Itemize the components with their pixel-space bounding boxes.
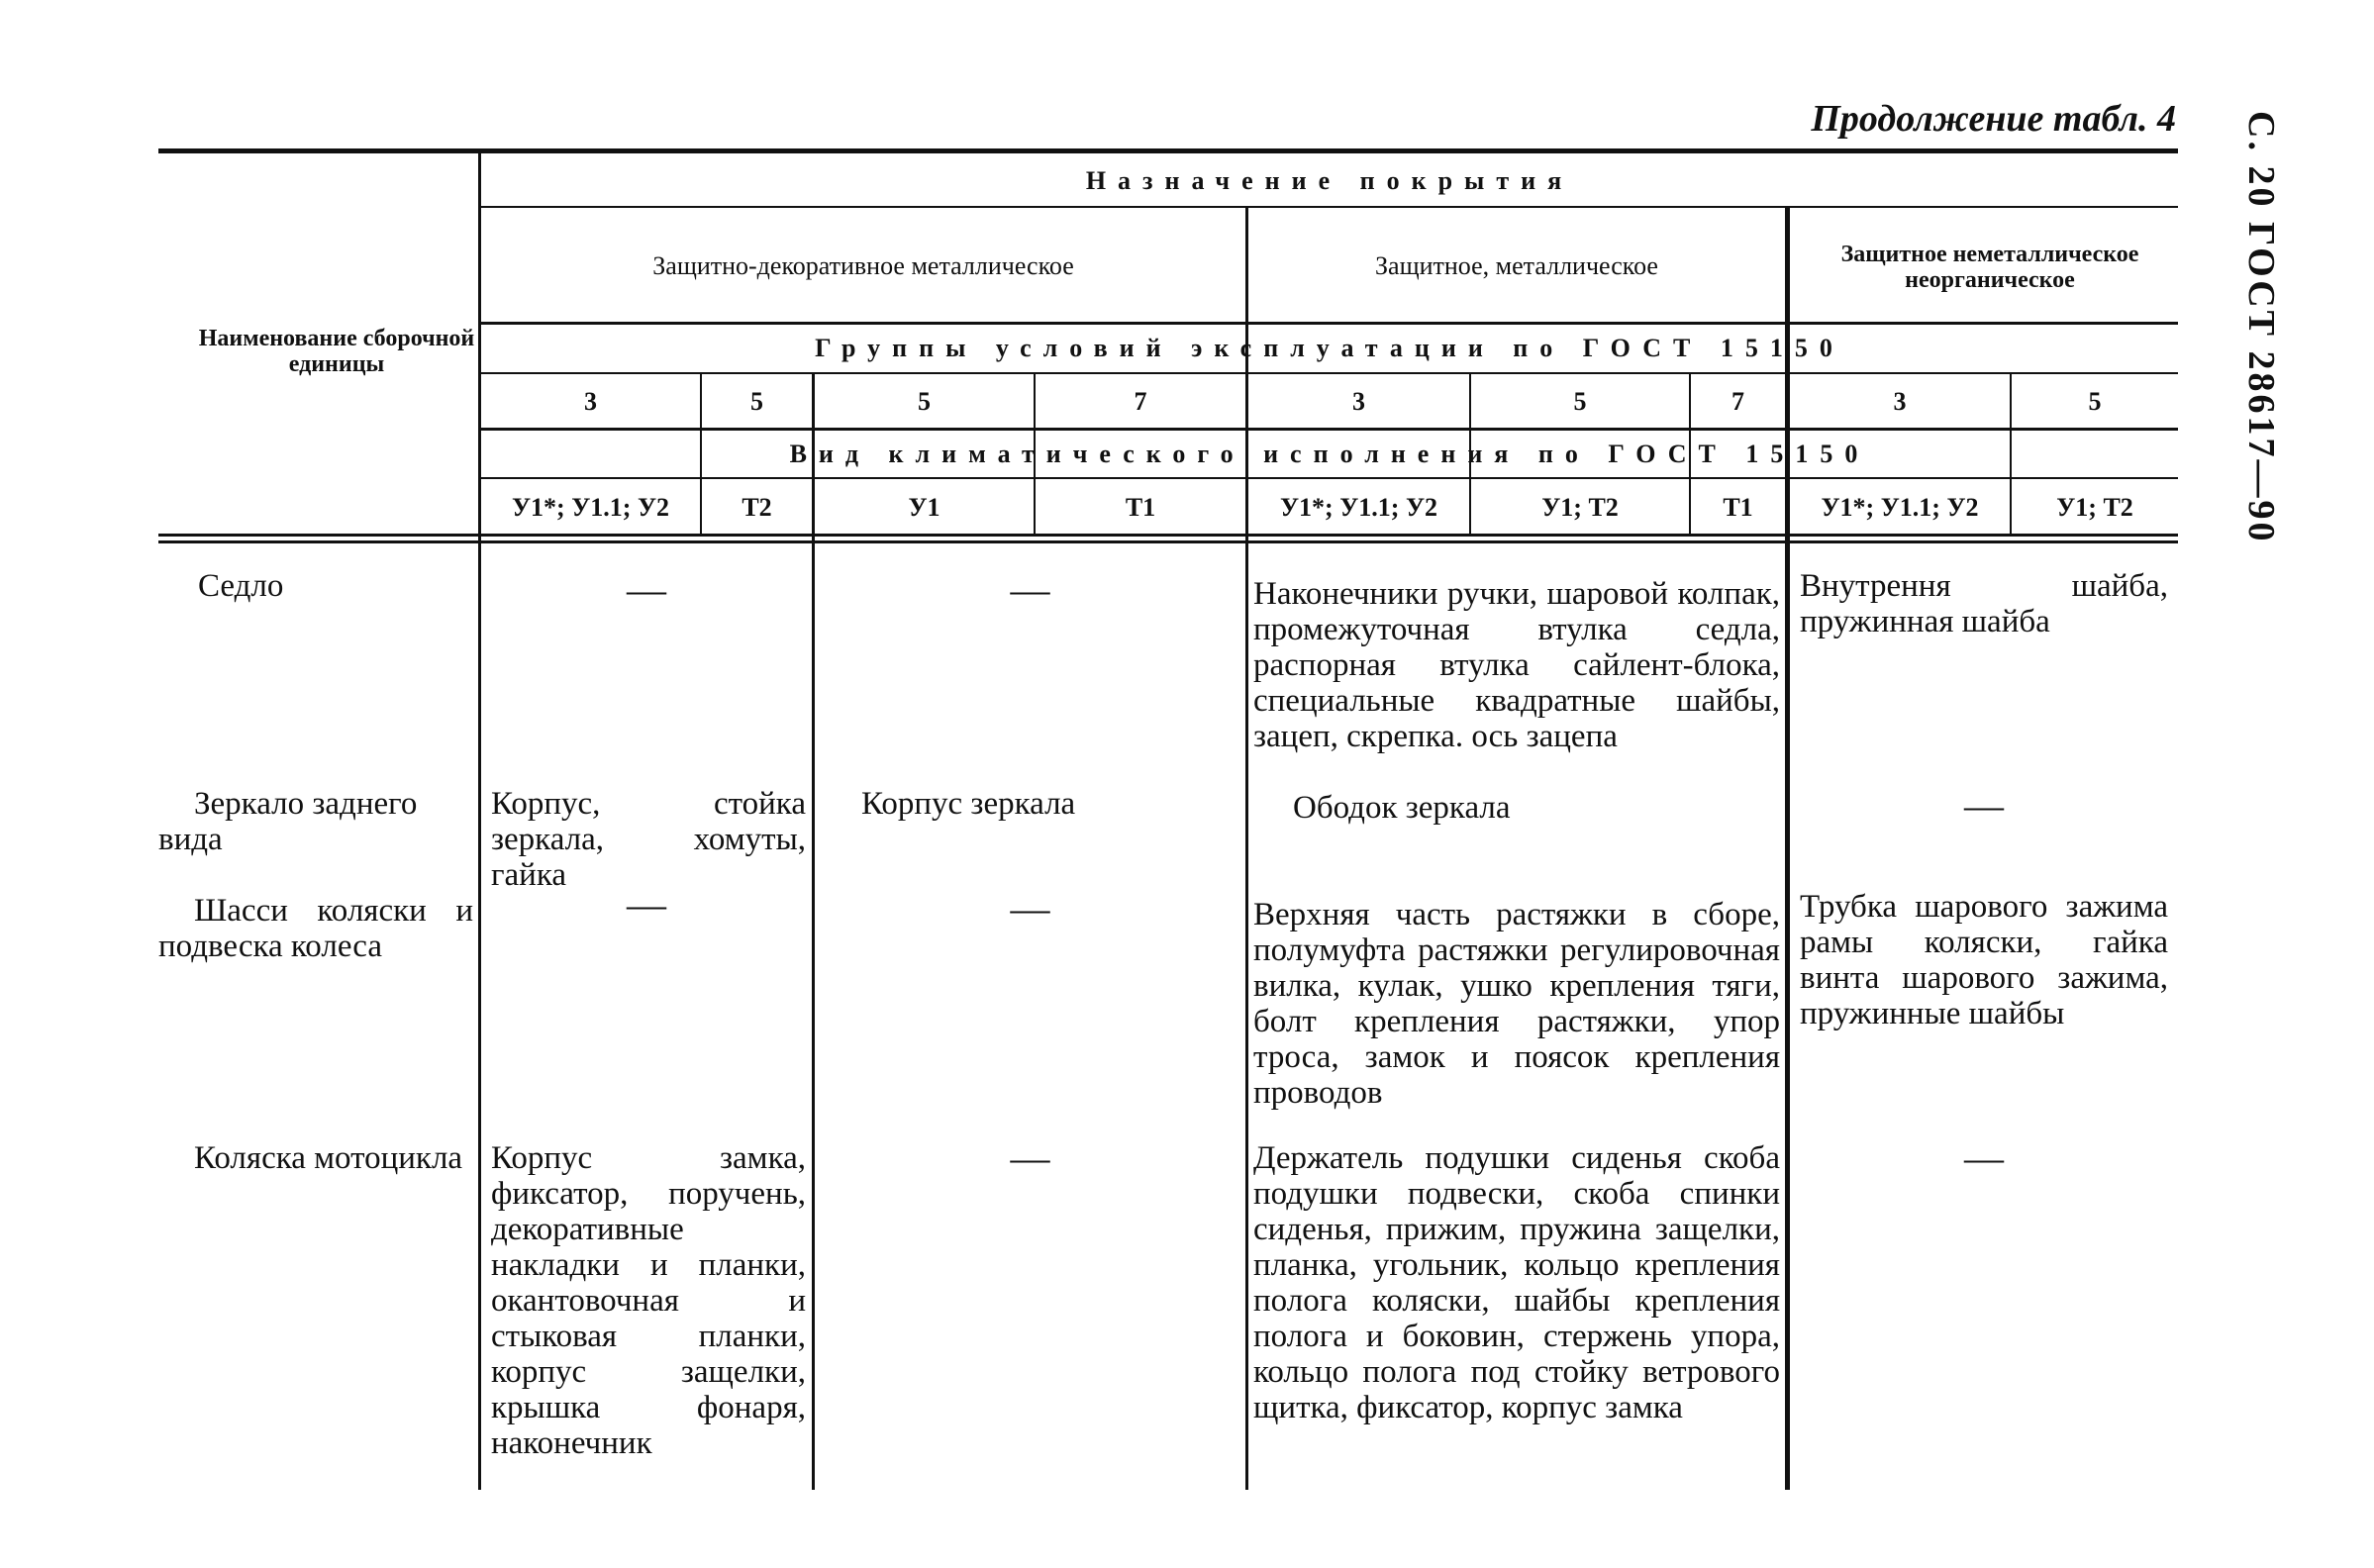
row-dec-b: —	[1010, 1135, 1050, 1180]
row-metallic: Наконечники ручки, шаровой колпак, промежуточная втулка седла, распорная втулка сайлент-блока, специальные квадратные шайбы, зацеп, скрепка. ось зацепа	[1253, 576, 1780, 754]
header-unit-col: Наименование сборочной единицы	[198, 326, 475, 377]
row-nonmetal: —	[1964, 1135, 2004, 1180]
row-metallic: Ободок зеркала	[1293, 790, 1511, 826]
row-nonmetal: Трубка шарового зажима рамы коляски, гайка винта шарового зажима, пружинные шайбы	[1800, 889, 2168, 1031]
group-value: 3	[1352, 387, 1365, 416]
row-dec-a: —	[627, 567, 666, 612]
row-dec-b: —	[1010, 886, 1050, 931]
vline-dec-split	[812, 374, 815, 1490]
header-climate: Вид климатического исполнения по ГОСТ 15150	[789, 439, 1870, 468]
row-dec-a: Корпус, стойка зеркала, хомуты, гайка	[491, 786, 806, 893]
group-value: 3	[1893, 387, 1907, 416]
row-nonmetal: Внутрення шайба, пружинная шайба	[1800, 568, 2168, 639]
group-value: 5	[750, 387, 763, 416]
header-groups: Группы условий эксплуатации по ГОСТ 15150	[815, 334, 1844, 362]
row-metallic: Верхняя часть растяжки в сборе, полумуфта растяжки регулировочная вилка, кулак, ушко крепления тяги, болт крепления растяжки, упор троса, замок и поясок крепления проводов	[1253, 897, 1780, 1111]
header-bottom-rule-2	[158, 540, 2178, 543]
group-value: 7	[1731, 387, 1744, 416]
header-cat-nonmetal: Защитное неметаллическое неорганическое	[1840, 241, 2139, 293]
climate-value: Т1	[1125, 492, 1156, 522]
row-unit-name: Шасси коляски и подвеска колеса	[158, 893, 473, 964]
row-dec-a: —	[627, 882, 666, 927]
row-unit-name: Коляска мотоцикла	[194, 1140, 463, 1176]
climate-value: У1*; У1.1; У2	[1279, 492, 1438, 522]
climate-value: У1*; У1.1; У2	[1821, 492, 1979, 522]
row-unit-name: Зеркало заднего вида	[158, 786, 418, 857]
climate-value: У1; Т2	[2056, 492, 2133, 522]
header-bottom-rule-1	[158, 534, 2178, 537]
rule-groups	[480, 372, 2178, 374]
climate-value: У1*; У1.1; У2	[511, 492, 670, 522]
climate-value: У1; Т2	[1541, 492, 1619, 522]
climate-value: У1	[908, 492, 940, 522]
top-rule	[158, 148, 2178, 153]
row-dec-b: Корпус зеркала	[861, 786, 1076, 822]
group-value: 7	[1134, 387, 1147, 416]
row-unit-name: Седло	[198, 568, 284, 604]
rule-climate	[480, 477, 2178, 479]
header-cat-metallic: Защитное, металлическое	[1375, 250, 1658, 280]
page-side-label: С. 20 ГОСТ 28617—90	[2240, 111, 2282, 544]
table-caption: Продолжение табл. 4	[1811, 98, 2176, 140]
row-nonmetal: —	[1964, 783, 2004, 828]
row-metallic: Держатель подушки сиденья скоба подушки подвески, скоба спинки сиденья, прижим, пружина защелки, планка, угольник, кольцо крепления полога коляски, шайбы крепления полога и боковин, стержень упора, кольцо полога под стойку ветрового щитка, фиксатор, корпус замка	[1253, 1140, 1780, 1425]
row-dec-b: —	[1010, 567, 1050, 612]
climate-value: Т2	[742, 492, 772, 522]
group-value: 5	[1573, 387, 1587, 416]
rule-purpose	[480, 206, 2178, 208]
group-value: 3	[584, 387, 597, 416]
group-value: 5	[918, 387, 931, 416]
header-purpose: Назначение покрытия	[1085, 166, 1574, 195]
group-value: 5	[2088, 387, 2102, 416]
header-cat-decorative: Защитно-декоративное металлическое	[652, 250, 1074, 280]
climate-value: Т1	[1723, 492, 1753, 522]
row-dec-a: Корпус замка, фиксатор, поручень, декоративные накладки и планки, окантовочная и стыковая планки, корпус защелки, крышка фонаря, наконечник	[491, 1140, 806, 1461]
